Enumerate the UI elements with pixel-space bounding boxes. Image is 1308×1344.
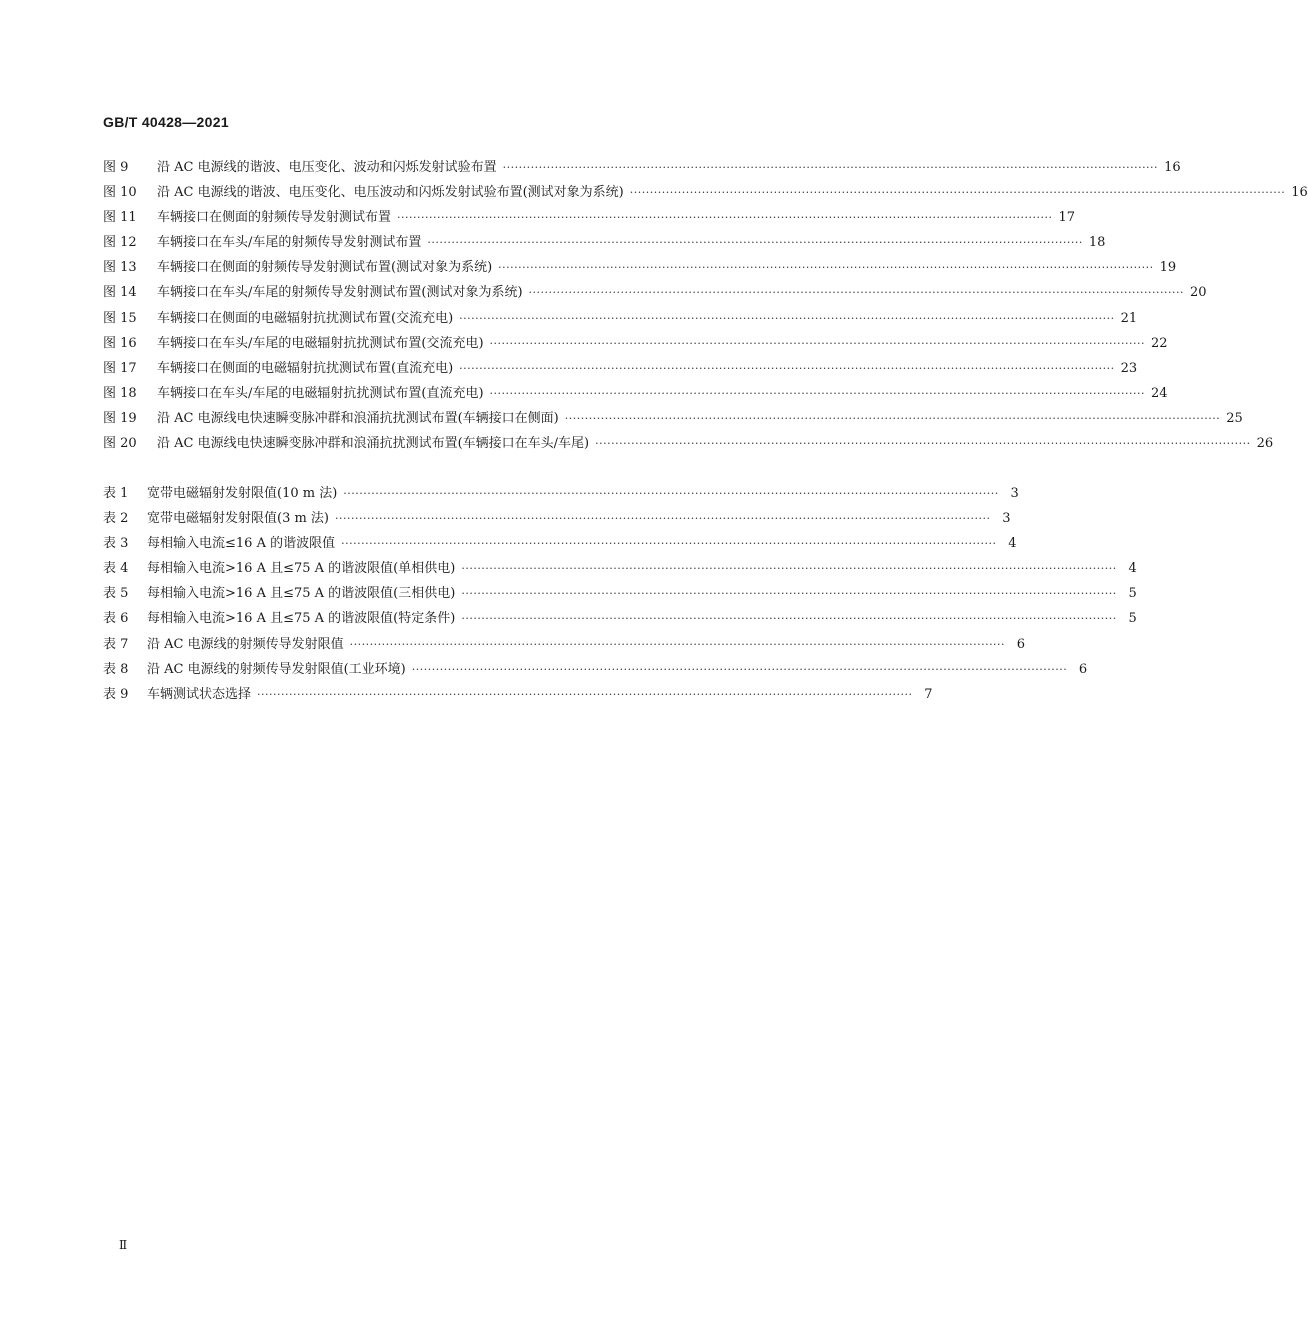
table-list: [103, 481, 1137, 707]
figure-entry-title: 车辆接口在车头/车尾的射频传导发射测试布置: [157, 235, 422, 251]
figure-entry[interactable]: [103, 381, 1168, 406]
dot-leader: [257, 682, 912, 707]
figure-entry-number: 图 16: [103, 335, 137, 351]
table-entry-number: 表 8: [103, 661, 129, 677]
figure-entry-page: 17: [1058, 210, 1076, 226]
table-entry-title: 每相输入电流>16 A 且≤75 A 的谐波限值(特定条件): [147, 611, 456, 627]
figure-entry[interactable]: [103, 431, 1274, 456]
figure-entry-title: 车辆接口在车头/车尾的电磁辐射抗扰测试布置(交流充电): [157, 335, 484, 351]
figure-entry-number: 图 17: [103, 360, 137, 376]
table-entry[interactable]: [103, 632, 1026, 657]
dot-leader: [412, 657, 1067, 682]
figure-list: [103, 155, 1308, 456]
table-entry-number: 表 3: [103, 536, 129, 552]
table-entry[interactable]: [103, 556, 1137, 581]
figure-entry-page: 26: [1256, 436, 1274, 452]
figure-entry-page: 25: [1226, 410, 1243, 426]
table-entry-page: 7: [924, 686, 933, 702]
figure-entry-page: 24: [1150, 385, 1168, 401]
figure-entry[interactable]: [103, 155, 1181, 180]
dot-leader: [341, 531, 996, 556]
figure-entry-title: 沿 AC 电源线的谐波、电压变化、波动和闪烁发射试验布置: [157, 160, 497, 175]
table-entry-number: 表 4: [103, 561, 129, 577]
figure-entry[interactable]: [103, 306, 1138, 331]
figure-entry-page: 20: [1189, 285, 1207, 301]
dot-leader: [459, 306, 1114, 331]
table-entry-title: 每相输入电流≤16 A 的谐波限值: [147, 536, 336, 552]
figure-entry-title: 车辆接口在侧面的射频传导发射测试布置: [157, 210, 392, 226]
dot-leader: [350, 632, 1005, 657]
table-entry-number: 表 7: [103, 636, 129, 652]
dot-leader: [529, 280, 1184, 305]
figure-entry-number: 图 11: [103, 210, 137, 226]
dot-leader: [595, 431, 1250, 456]
dot-leader: [335, 506, 990, 531]
figure-entry[interactable]: [103, 280, 1207, 305]
figure-entry-page: 16: [1164, 160, 1181, 175]
figure-entry-number: 图 10: [103, 185, 137, 201]
figure-entry[interactable]: [103, 406, 1243, 431]
figure-entry-title: 车辆接口在侧面的射频传导发射测试布置(测试对象为系统): [157, 260, 493, 276]
figure-entry[interactable]: [103, 356, 1138, 381]
table-entry-page: 6: [1016, 636, 1026, 652]
table-entry-number: 表 5: [103, 586, 129, 602]
table-entry-title: 沿 AC 电源线的射频传导发射限值(工业环境): [147, 661, 406, 677]
figure-entry-page: 21: [1120, 310, 1138, 326]
figure-entry-number: 图 12: [103, 235, 137, 251]
table-entry[interactable]: [103, 657, 1088, 682]
table-entry-page: 4: [1128, 561, 1137, 577]
table-entry-title: 宽带电磁辐射发射限值(3 m 法): [147, 511, 330, 527]
figure-entry-page: 16: [1291, 185, 1308, 201]
dot-leader: [630, 180, 1285, 205]
figure-entry-number: 图 19: [103, 410, 137, 426]
dot-leader: [459, 356, 1114, 381]
figure-entry-title: 车辆接口在侧面的电磁辐射抗扰测试布置(交流充电): [157, 310, 454, 326]
figure-entry[interactable]: [103, 255, 1177, 280]
figure-entry-page: 19: [1159, 260, 1177, 276]
table-entry[interactable]: [103, 606, 1137, 631]
table-entry[interactable]: [103, 581, 1137, 606]
table-entry-page: 3: [1010, 486, 1019, 501]
dot-leader: [427, 230, 1082, 255]
table-entry[interactable]: [103, 531, 1017, 556]
dot-leader: [461, 581, 1116, 606]
table-entry-number: 表 2: [103, 511, 129, 527]
dot-leader: [461, 556, 1116, 581]
figure-entry-number: 图 15: [103, 310, 137, 326]
dot-leader: [397, 205, 1052, 230]
dot-leader: [498, 255, 1153, 280]
figure-entry-page: 22: [1150, 335, 1168, 351]
figure-entry[interactable]: [103, 331, 1168, 356]
table-entry-title: 每相输入电流>16 A 且≤75 A 的谐波限值(单相供电): [147, 561, 456, 577]
dot-leader: [343, 481, 998, 506]
table-entry-title: 每相输入电流>16 A 且≤75 A 的谐波限值(三相供电): [147, 586, 456, 602]
table-entry-number: 表 9: [103, 686, 129, 702]
figure-entry-title: 车辆接口在车头/车尾的射频传导发射测试布置(测试对象为系统): [157, 285, 523, 301]
figure-entry[interactable]: [103, 205, 1076, 230]
table-entry-page: 5: [1128, 611, 1137, 627]
figure-entry[interactable]: [103, 180, 1308, 205]
figure-entry-number: 图 13: [103, 260, 137, 276]
figure-entry-page: 18: [1088, 235, 1106, 251]
figure-entry-number: 图 18: [103, 385, 137, 401]
table-entry-number: 表 1: [103, 486, 129, 501]
table-entry-page: 5: [1128, 586, 1137, 602]
figure-entry-number: 图 20: [103, 436, 137, 452]
table-entry-title: 车辆测试状态选择: [147, 686, 252, 702]
table-entry-number: 表 6: [103, 611, 129, 627]
figure-entry-number: 图 9: [103, 160, 129, 175]
table-entry-title: 宽带电磁辐射发射限值(10 m 法): [147, 486, 338, 501]
figure-entry-title: 车辆接口在车头/车尾的电磁辐射抗扰测试布置(直流充电): [157, 385, 484, 401]
figure-entry-title: 沿 AC 电源线的谐波、电压变化、电压波动和闪烁发射试验布置(测试对象为系统): [157, 185, 624, 201]
figure-entry-number: 图 14: [103, 285, 137, 301]
dot-leader: [565, 406, 1220, 431]
table-entry[interactable]: [103, 481, 1019, 506]
standard-code-header: GB/T 40428—2021: [103, 114, 229, 130]
dot-leader: [503, 155, 1158, 180]
table-entry-title: 沿 AC 电源线的射频传导发射限值: [147, 636, 344, 652]
figure-entry-title: 沿 AC 电源线电快速瞬变脉冲群和浪涌抗扰测试布置(车辆接口在侧面): [157, 410, 559, 426]
table-entry-page: 4: [1008, 536, 1017, 552]
figure-entry[interactable]: [103, 230, 1106, 255]
figure-entry-title: 车辆接口在侧面的电磁辐射抗扰测试布置(直流充电): [157, 360, 454, 376]
figure-entry-title: 沿 AC 电源线电快速瞬变脉冲群和浪涌抗扰测试布置(车辆接口在车头/车尾): [157, 436, 590, 452]
table-entry[interactable]: [103, 682, 933, 707]
table-entry[interactable]: [103, 506, 1011, 531]
figure-entry-page: 23: [1120, 360, 1138, 376]
table-entry-page: 6: [1078, 661, 1088, 677]
table-entry-page: 3: [1002, 511, 1011, 527]
page-number: Ⅱ: [119, 1238, 128, 1252]
dot-leader: [461, 606, 1116, 631]
dot-leader: [490, 331, 1145, 356]
dot-leader: [490, 381, 1145, 406]
